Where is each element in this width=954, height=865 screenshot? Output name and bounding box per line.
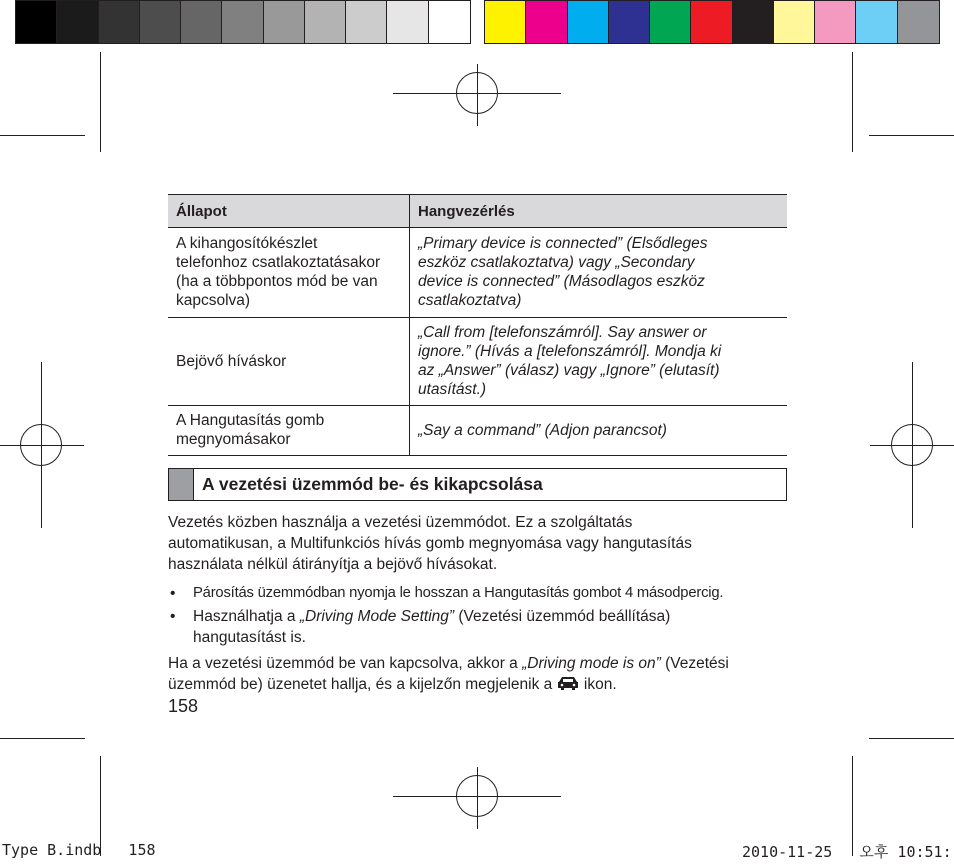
state-cell bbox=[168, 318, 410, 406]
color-swatch bbox=[733, 1, 774, 43]
color-swatch bbox=[609, 1, 650, 43]
color-swatch bbox=[774, 1, 815, 43]
bullet-item bbox=[168, 583, 808, 605]
color-swatch bbox=[264, 1, 305, 43]
color-swatch bbox=[346, 1, 387, 43]
cell-line: A kihangosítókészlet bbox=[176, 235, 318, 252]
text-run-italic: „Driving Mode Setting” bbox=[299, 608, 455, 625]
cell-line: „Call from [telefonszámról]. Say answer or bbox=[418, 324, 707, 341]
column-header-voice: Hangvezérlés bbox=[410, 195, 788, 228]
cell-line: az „Answer” (válasz) vagy „Ignore” (elutasít) bbox=[418, 362, 720, 379]
text-line bbox=[168, 653, 729, 674]
cell-line: ignore.” (Hívás a [telefonszámról]. Mondja ki bbox=[418, 343, 722, 360]
color-swatch bbox=[99, 1, 140, 43]
text-run: (Vezetési üzemmód beállítása) bbox=[454, 608, 671, 625]
bullet-dot: • bbox=[170, 608, 176, 625]
color-swatch bbox=[898, 1, 939, 43]
bullet-text-continued: hangutasítást is. bbox=[193, 629, 306, 646]
color-swatch bbox=[691, 1, 732, 43]
cell-line: „Say a command” (Adjon parancsot) bbox=[418, 421, 667, 439]
color-swatch bbox=[222, 1, 263, 43]
color-swatch bbox=[568, 1, 609, 43]
text-run: Ha a vezetési üzemmód be van kapcsolva, akkor a bbox=[168, 655, 523, 672]
cell-line: telefonhoz csatlakoztatásakor bbox=[176, 254, 381, 271]
color-swatch bbox=[305, 1, 346, 43]
voice-prompt-table bbox=[168, 194, 787, 456]
text-line bbox=[168, 674, 729, 695]
cell-line: „Primary device is connected” (Elsődleges bbox=[418, 235, 708, 252]
footer-timestamp: 2010-11-25 오후 10:51: bbox=[742, 843, 952, 861]
cell-line: (ha a többpontos mód be van bbox=[176, 273, 378, 290]
cell-line: eszköz csatlakoztatva) vagy „Secondary bbox=[418, 254, 695, 271]
color-swatch bbox=[181, 1, 222, 43]
text-run: ikon. bbox=[579, 676, 617, 693]
text-run: (Vezetési bbox=[660, 655, 729, 672]
section-heading bbox=[168, 468, 787, 501]
color-swatch bbox=[856, 1, 897, 43]
voice-cell bbox=[410, 406, 788, 456]
cell-line: device is connected” (Másodlagos eszköz bbox=[418, 273, 705, 290]
bullet-item bbox=[168, 606, 808, 650]
color-swatch bbox=[429, 1, 470, 43]
bullet-dot: • bbox=[170, 585, 176, 602]
cell-line: utasítást.) bbox=[418, 381, 487, 398]
voice-cell bbox=[410, 228, 788, 318]
color-swatch bbox=[650, 1, 691, 43]
state-cell bbox=[168, 406, 410, 456]
text-run: Használhatja a bbox=[193, 608, 300, 625]
color-swatch bbox=[140, 1, 181, 43]
color-swatch bbox=[387, 1, 428, 43]
closing-paragraph bbox=[168, 653, 729, 695]
color-swatch bbox=[815, 1, 856, 43]
cell-line: kapcsolva) bbox=[176, 292, 251, 309]
column-header-state: Állapot bbox=[168, 195, 410, 228]
cell-line: Bejövő híváskor bbox=[176, 352, 287, 370]
intro-paragraph bbox=[168, 512, 692, 575]
car-icon bbox=[557, 676, 579, 691]
table-row bbox=[168, 318, 787, 406]
text-run: üzemmód be) üzenetet hallja, és a kijelzőn megjelenik a bbox=[168, 676, 557, 693]
color-swatch bbox=[16, 1, 57, 43]
voice-cell bbox=[410, 318, 788, 406]
table-row bbox=[168, 406, 787, 456]
page-number: 158 bbox=[168, 696, 199, 716]
cell-line: A Hangutasítás gomb bbox=[176, 412, 325, 429]
color-swatch bbox=[485, 1, 526, 43]
bullet-text bbox=[193, 606, 670, 627]
state-cell bbox=[168, 228, 410, 318]
cell-line: megnyomásakor bbox=[176, 431, 291, 448]
text-line: automatikusan, a Multifunkciós hívás gomb megnyomása vagy hangutasítás bbox=[168, 535, 692, 552]
footer-filename: Type B.indb 158 bbox=[2, 841, 156, 859]
color-swatch bbox=[526, 1, 567, 43]
table-row bbox=[168, 228, 787, 318]
section-marker bbox=[169, 469, 194, 500]
text-line: Vezetés közben használja a vezetési üzemmódot. Ez a szolgáltatás bbox=[168, 514, 633, 531]
text-run-italic: „Driving mode is on” bbox=[522, 655, 661, 672]
table-header-row bbox=[168, 195, 787, 228]
text-line: használata nélkül átirányítja a bejövő hívásokat. bbox=[168, 556, 498, 573]
section-title: A vezetési üzemmód be- és kikapcsolása bbox=[202, 474, 543, 494]
color-bar bbox=[484, 0, 940, 44]
grayscale-bar bbox=[15, 0, 471, 44]
color-swatch bbox=[57, 1, 98, 43]
cell-line: csatlakoztatva) bbox=[418, 292, 522, 309]
bullet-text: Párosítás üzemmódban nyomja le hosszan a Hangutasítás gombot 4 másodpercig. bbox=[193, 585, 724, 601]
